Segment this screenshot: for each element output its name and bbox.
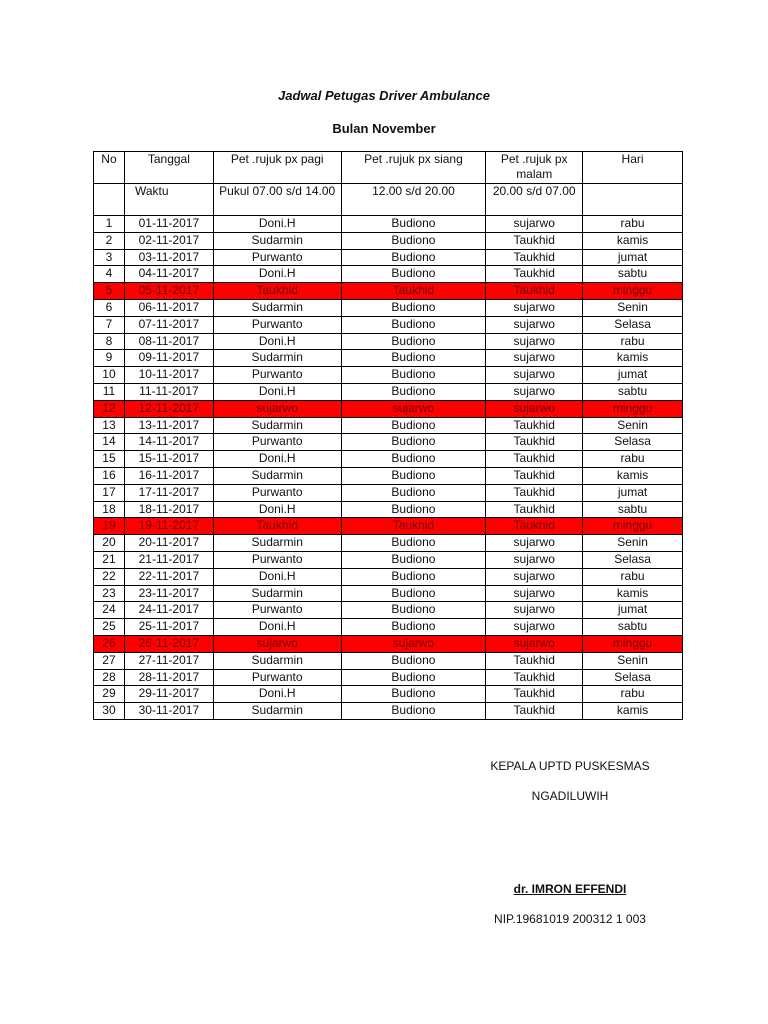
table-row-sunday bbox=[94, 400, 683, 417]
cell-tanggal: 23-11-2017 bbox=[124, 585, 213, 602]
cell-no: 20 bbox=[94, 535, 125, 552]
table-row bbox=[94, 451, 683, 468]
table-row bbox=[94, 216, 683, 233]
cell-malam: sujarwo bbox=[486, 316, 583, 333]
table-row-sunday bbox=[94, 518, 683, 535]
cell-no: 22 bbox=[94, 568, 125, 585]
cell-tanggal: 22-11-2017 bbox=[124, 568, 213, 585]
cell-no: 11 bbox=[94, 383, 125, 400]
cell-hari: Selasa bbox=[583, 316, 683, 333]
table-header bbox=[94, 152, 683, 216]
cell-siang: Budiono bbox=[341, 333, 486, 350]
cell-hari: rabu bbox=[583, 686, 683, 703]
table-row bbox=[94, 703, 683, 720]
cell-siang: sujarwo bbox=[341, 400, 486, 417]
cell-siang: Budiono bbox=[341, 417, 486, 434]
cell-tanggal: 30-11-2017 bbox=[124, 703, 213, 720]
header-siang: Pet .rujuk px siang bbox=[341, 152, 486, 184]
cell-siang: Budiono bbox=[341, 484, 486, 501]
cell-pagi: Doni.H bbox=[213, 451, 341, 468]
cell-no: 1 bbox=[94, 216, 125, 233]
cell-siang: Taukhid bbox=[341, 283, 486, 300]
cell-hari: rabu bbox=[583, 216, 683, 233]
cell-pagi: Purwanto bbox=[213, 669, 341, 686]
cell-pagi: Sudarmin bbox=[213, 652, 341, 669]
cell-tanggal: 19-11-2017 bbox=[124, 518, 213, 535]
cell-no: 25 bbox=[94, 619, 125, 636]
cell-tanggal: 26-11-2017 bbox=[124, 635, 213, 652]
waktu-hari bbox=[583, 184, 683, 216]
cell-malam: sujarwo bbox=[486, 383, 583, 400]
cell-hari: Senin bbox=[583, 535, 683, 552]
cell-tanggal: 15-11-2017 bbox=[124, 451, 213, 468]
cell-pagi: Purwanto bbox=[213, 316, 341, 333]
cell-malam: sujarwo bbox=[486, 602, 583, 619]
cell-pagi: Purwanto bbox=[213, 484, 341, 501]
table-body bbox=[94, 216, 683, 720]
table-row bbox=[94, 669, 683, 686]
cell-siang: Budiono bbox=[341, 249, 486, 266]
cell-no: 10 bbox=[94, 367, 125, 384]
cell-hari: kamis bbox=[583, 703, 683, 720]
table-row bbox=[94, 266, 683, 283]
cell-tanggal: 28-11-2017 bbox=[124, 669, 213, 686]
cell-tanggal: 27-11-2017 bbox=[124, 652, 213, 669]
cell-hari: minggu bbox=[583, 518, 683, 535]
cell-tanggal: 29-11-2017 bbox=[124, 686, 213, 703]
cell-hari: jumat bbox=[583, 249, 683, 266]
cell-no: 27 bbox=[94, 652, 125, 669]
header-malam: Pet .rujuk px malam bbox=[486, 152, 583, 184]
cell-hari: sabtu bbox=[583, 383, 683, 400]
signature-institution: NGADILUWIH bbox=[531, 789, 609, 803]
cell-no: 5 bbox=[94, 283, 125, 300]
table-row bbox=[94, 299, 683, 316]
cell-pagi: Sudarmin bbox=[213, 703, 341, 720]
cell-pagi: Taukhid bbox=[213, 283, 341, 300]
cell-no: 13 bbox=[94, 417, 125, 434]
cell-hari: kamis bbox=[583, 467, 683, 484]
header-hari: Hari bbox=[583, 152, 683, 184]
cell-malam: Taukhid bbox=[486, 703, 583, 720]
table-row bbox=[94, 551, 683, 568]
cell-tanggal: 25-11-2017 bbox=[124, 619, 213, 636]
signature-title: KEPALA UPTD PUSKESMAS bbox=[490, 759, 650, 773]
cell-hari: jumat bbox=[583, 602, 683, 619]
cell-siang: Budiono bbox=[341, 299, 486, 316]
cell-tanggal: 10-11-2017 bbox=[124, 367, 213, 384]
table-row bbox=[94, 484, 683, 501]
cell-hari: kamis bbox=[583, 232, 683, 249]
table-row bbox=[94, 333, 683, 350]
cell-pagi: Doni.H bbox=[213, 501, 341, 518]
cell-siang: Budiono bbox=[341, 467, 486, 484]
cell-tanggal: 06-11-2017 bbox=[124, 299, 213, 316]
waktu-no-cell bbox=[94, 184, 125, 216]
cell-hari: jumat bbox=[583, 367, 683, 384]
cell-pagi: sujarwo bbox=[213, 635, 341, 652]
table-row-sunday bbox=[94, 635, 683, 652]
table-row bbox=[94, 585, 683, 602]
cell-no: 18 bbox=[94, 501, 125, 518]
cell-hari: rabu bbox=[583, 333, 683, 350]
cell-malam: sujarwo bbox=[486, 400, 583, 417]
cell-pagi: Doni.H bbox=[213, 383, 341, 400]
schedule-table bbox=[93, 151, 683, 720]
cell-pagi: Sudarmin bbox=[213, 535, 341, 552]
table-row bbox=[94, 568, 683, 585]
table-row bbox=[94, 602, 683, 619]
cell-no: 14 bbox=[94, 434, 125, 451]
cell-pagi: Sudarmin bbox=[213, 232, 341, 249]
table-row bbox=[94, 434, 683, 451]
table-row bbox=[94, 619, 683, 636]
cell-tanggal: 05-11-2017 bbox=[124, 283, 213, 300]
cell-malam: sujarwo bbox=[486, 635, 583, 652]
waktu-pagi: Pukul 07.00 s/d 14.00 bbox=[213, 184, 341, 216]
cell-tanggal: 21-11-2017 bbox=[124, 551, 213, 568]
cell-no: 9 bbox=[94, 350, 125, 367]
cell-no: 8 bbox=[94, 333, 125, 350]
cell-no: 2 bbox=[94, 232, 125, 249]
cell-hari: minggu bbox=[583, 635, 683, 652]
table-row bbox=[94, 467, 683, 484]
cell-hari: Senin bbox=[583, 299, 683, 316]
cell-siang: Budiono bbox=[341, 350, 486, 367]
cell-hari: sabtu bbox=[583, 266, 683, 283]
signature-nip: NIP.19681019 200312 1 003 bbox=[494, 912, 646, 926]
cell-tanggal: 24-11-2017 bbox=[124, 602, 213, 619]
cell-siang: Budiono bbox=[341, 602, 486, 619]
cell-hari: Senin bbox=[583, 652, 683, 669]
cell-malam: sujarwo bbox=[486, 535, 583, 552]
cell-malam: sujarwo bbox=[486, 619, 583, 636]
cell-hari: rabu bbox=[583, 451, 683, 468]
cell-no: 16 bbox=[94, 467, 125, 484]
document-subtitle: Bulan November bbox=[332, 121, 436, 136]
cell-pagi: Doni.H bbox=[213, 686, 341, 703]
table-row bbox=[94, 417, 683, 434]
cell-malam: Taukhid bbox=[486, 518, 583, 535]
cell-pagi: Sudarmin bbox=[213, 350, 341, 367]
table-row bbox=[94, 686, 683, 703]
cell-pagi: Sudarmin bbox=[213, 467, 341, 484]
table-row bbox=[94, 232, 683, 249]
cell-tanggal: 04-11-2017 bbox=[124, 266, 213, 283]
cell-tanggal: 07-11-2017 bbox=[124, 316, 213, 333]
cell-siang: Budiono bbox=[341, 383, 486, 400]
cell-hari: minggu bbox=[583, 283, 683, 300]
cell-siang: Budiono bbox=[341, 686, 486, 703]
cell-pagi: Sudarmin bbox=[213, 299, 341, 316]
cell-siang: Budiono bbox=[341, 535, 486, 552]
cell-pagi: Doni.H bbox=[213, 266, 341, 283]
cell-malam: Taukhid bbox=[486, 669, 583, 686]
cell-siang: Budiono bbox=[341, 232, 486, 249]
cell-malam: sujarwo bbox=[486, 350, 583, 367]
cell-hari: rabu bbox=[583, 568, 683, 585]
table-row bbox=[94, 249, 683, 266]
cell-tanggal: 02-11-2017 bbox=[124, 232, 213, 249]
table-row-sunday bbox=[94, 283, 683, 300]
cell-hari: sabtu bbox=[583, 501, 683, 518]
cell-pagi: Purwanto bbox=[213, 249, 341, 266]
cell-pagi: Taukhid bbox=[213, 518, 341, 535]
document-title: Jadwal Petugas Driver Ambulance bbox=[278, 88, 490, 103]
signature-name: dr. IMRON EFFENDI bbox=[513, 882, 627, 896]
cell-tanggal: 01-11-2017 bbox=[124, 216, 213, 233]
cell-siang: Budiono bbox=[341, 669, 486, 686]
cell-tanggal: 08-11-2017 bbox=[124, 333, 213, 350]
cell-hari: kamis bbox=[583, 350, 683, 367]
cell-pagi: Sudarmin bbox=[213, 417, 341, 434]
cell-tanggal: 11-11-2017 bbox=[124, 383, 213, 400]
cell-no: 6 bbox=[94, 299, 125, 316]
cell-no: 15 bbox=[94, 451, 125, 468]
waktu-malam: 20.00 s/d 07.00 bbox=[486, 184, 583, 216]
cell-siang: Budiono bbox=[341, 703, 486, 720]
header-no: No bbox=[94, 152, 125, 184]
cell-pagi: sujarwo bbox=[213, 400, 341, 417]
cell-tanggal: 18-11-2017 bbox=[124, 501, 213, 518]
table-row bbox=[94, 316, 683, 333]
cell-tanggal: 20-11-2017 bbox=[124, 535, 213, 552]
cell-hari: jumat bbox=[583, 484, 683, 501]
cell-pagi: Purwanto bbox=[213, 551, 341, 568]
cell-malam: Taukhid bbox=[486, 417, 583, 434]
cell-tanggal: 12-11-2017 bbox=[124, 400, 213, 417]
cell-tanggal: 17-11-2017 bbox=[124, 484, 213, 501]
cell-malam: Taukhid bbox=[486, 451, 583, 468]
cell-no: 4 bbox=[94, 266, 125, 283]
cell-no: 21 bbox=[94, 551, 125, 568]
cell-tanggal: 03-11-2017 bbox=[124, 249, 213, 266]
cell-siang: Budiono bbox=[341, 652, 486, 669]
cell-hari: Senin bbox=[583, 417, 683, 434]
header-row bbox=[94, 152, 683, 184]
cell-malam: sujarwo bbox=[486, 551, 583, 568]
cell-malam: Taukhid bbox=[486, 467, 583, 484]
cell-siang: Budiono bbox=[341, 316, 486, 333]
cell-malam: Taukhid bbox=[486, 266, 583, 283]
cell-malam: Taukhid bbox=[486, 434, 583, 451]
cell-hari: Selasa bbox=[583, 434, 683, 451]
cell-no: 28 bbox=[94, 669, 125, 686]
cell-malam: sujarwo bbox=[486, 585, 583, 602]
cell-malam: sujarwo bbox=[486, 216, 583, 233]
cell-siang: Budiono bbox=[341, 266, 486, 283]
cell-malam: sujarwo bbox=[486, 299, 583, 316]
cell-no: 12 bbox=[94, 400, 125, 417]
cell-siang: Budiono bbox=[341, 451, 486, 468]
cell-pagi: Sudarmin bbox=[213, 585, 341, 602]
header-pagi: Pet .rujuk px pagi bbox=[213, 152, 341, 184]
cell-siang: Budiono bbox=[341, 501, 486, 518]
cell-siang: Budiono bbox=[341, 367, 486, 384]
cell-no: 7 bbox=[94, 316, 125, 333]
cell-siang: Budiono bbox=[341, 216, 486, 233]
cell-malam: Taukhid bbox=[486, 283, 583, 300]
cell-siang: Taukhid bbox=[341, 518, 486, 535]
cell-siang: Budiono bbox=[341, 619, 486, 636]
table-row bbox=[94, 535, 683, 552]
waktu-row bbox=[94, 184, 683, 216]
cell-no: 3 bbox=[94, 249, 125, 266]
cell-malam: Taukhid bbox=[486, 484, 583, 501]
waktu-label: Waktu bbox=[124, 184, 213, 216]
cell-hari: Selasa bbox=[583, 669, 683, 686]
table-row bbox=[94, 350, 683, 367]
table-row bbox=[94, 501, 683, 518]
cell-malam: Taukhid bbox=[486, 232, 583, 249]
cell-malam: Taukhid bbox=[486, 249, 583, 266]
cell-no: 19 bbox=[94, 518, 125, 535]
table-row bbox=[94, 383, 683, 400]
cell-siang: Budiono bbox=[341, 568, 486, 585]
table-row bbox=[94, 652, 683, 669]
cell-pagi: Purwanto bbox=[213, 602, 341, 619]
cell-hari: kamis bbox=[583, 585, 683, 602]
cell-tanggal: 16-11-2017 bbox=[124, 467, 213, 484]
cell-pagi: Purwanto bbox=[213, 367, 341, 384]
cell-tanggal: 13-11-2017 bbox=[124, 417, 213, 434]
cell-pagi: Doni.H bbox=[213, 333, 341, 350]
cell-no: 17 bbox=[94, 484, 125, 501]
cell-no: 30 bbox=[94, 703, 125, 720]
cell-siang: Budiono bbox=[341, 551, 486, 568]
cell-malam: sujarwo bbox=[486, 333, 583, 350]
cell-pagi: Purwanto bbox=[213, 434, 341, 451]
cell-no: 23 bbox=[94, 585, 125, 602]
cell-pagi: Doni.H bbox=[213, 568, 341, 585]
cell-pagi: Doni.H bbox=[213, 619, 341, 636]
cell-hari: minggu bbox=[583, 400, 683, 417]
cell-malam: sujarwo bbox=[486, 367, 583, 384]
cell-malam: Taukhid bbox=[486, 501, 583, 518]
cell-tanggal: 14-11-2017 bbox=[124, 434, 213, 451]
waktu-siang: 12.00 s/d 20.00 bbox=[341, 184, 486, 216]
table-row bbox=[94, 367, 683, 384]
cell-no: 29 bbox=[94, 686, 125, 703]
cell-no: 24 bbox=[94, 602, 125, 619]
cell-hari: sabtu bbox=[583, 619, 683, 636]
cell-siang: sujarwo bbox=[341, 635, 486, 652]
header-tanggal: Tanggal bbox=[124, 152, 213, 184]
cell-siang: Budiono bbox=[341, 434, 486, 451]
cell-malam: Taukhid bbox=[486, 686, 583, 703]
cell-tanggal: 09-11-2017 bbox=[124, 350, 213, 367]
cell-siang: Budiono bbox=[341, 585, 486, 602]
cell-hari: Selasa bbox=[583, 551, 683, 568]
cell-no: 26 bbox=[94, 635, 125, 652]
cell-malam: sujarwo bbox=[486, 568, 583, 585]
cell-pagi: Doni.H bbox=[213, 216, 341, 233]
cell-malam: Taukhid bbox=[486, 652, 583, 669]
